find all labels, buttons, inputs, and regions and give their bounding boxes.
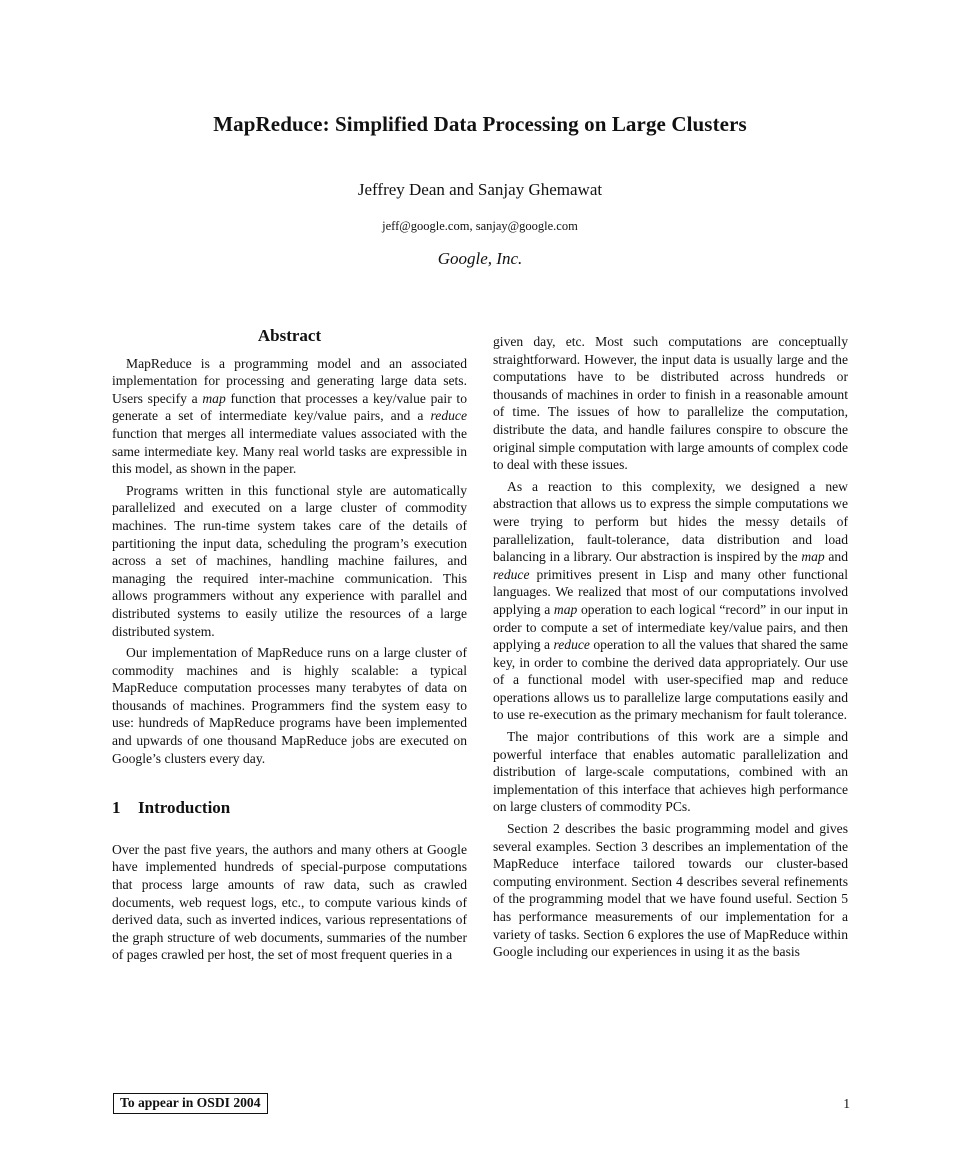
right-paragraph-3: The major contributions of this work are a simple and powerful interface that enables automatic parallelization and distribution of large-scale computations, combined with an implementation of this interface that achieves high performance on large clusters of commodity PCs. (493, 729, 848, 815)
section-heading-introduction (112, 799, 467, 817)
abstract-heading: Abstract (257, 326, 322, 345)
emphasis-map: map (202, 390, 226, 406)
emphasis-map: map (801, 549, 825, 565)
emphasis-reduce: reduce (430, 408, 467, 424)
author-names: Jeffrey Dean and Sanjay Ghemawat (357, 180, 603, 199)
right-paragraph-2: As a reaction to this complexity, we designed a new abstraction that allows us to express the simple computations we were trying to perform but hides the messy details of parallelization, fault-tolerance, data distribution and load balancing in a library. Our abstraction is inspired by the map and reduce primitives present in Lisp and many other functional languages. We realized that most of our computations involved applying a map operation to each logical “record” in our input in order to compute a set of intermediate key/value pairs, and then applying a reduce operation to all the values that shared the same key, in order to combine the derived data appropriately. Our use of a functional model with user-specified map and reduce operations allows us to parallelize large computations easily and to use re-execution as the primary mechanism for fault tolerance. (493, 478, 848, 723)
venue-box: To appear in OSDI 2004 (113, 1093, 268, 1114)
emphasis-reduce: reduce (553, 637, 590, 653)
intro-paragraph-1: Over the past five years, the authors and many others at Google have implemented hundreds of special-purpose computations that process large amounts of raw data, such as crawled documents, web request logs, etc., to compute various kinds of derived data, such as inverted indices, various representations of the graph structure of web documents, summaries of the number of pages crawled per host, the set of most frequent queries in a (112, 841, 467, 963)
right-column (493, 333, 848, 961)
section-number: 1 (112, 798, 121, 818)
emphasis-reduce: reduce (493, 566, 530, 582)
abstract-paragraph-1: MapReduce is a programming model and an associated implementation for processing and generating large data sets. Users specify a map function that processes a key/value pair to generate a set of intermediate key/value pairs, and a reduce function that merges all intermediate values associated with the same intermediate key. Many real world tasks are expressible in this model, as shown in the paper. (112, 355, 467, 477)
abstract-paragraph-2: Programs written in this functional style are automatically parallelized and executed on a large cluster of commodity machines. The run-time system takes care of the details of partitioning the input data, scheduling the program’s execution across a set of machines, handling machine failures, and managing the required inter-machine communication. This allows programmers without any experience with parallel and distributed systems to easily utilize the resources of a large distributed system. (112, 482, 467, 639)
author-emails: jeff@google.com, sanjay@google.com (382, 219, 578, 233)
left-column (112, 327, 467, 964)
right-paragraph-4: Section 2 describes the basic programming model and gives several examples. Section 3 describes an implementation of the MapReduce interface tailored towards our cluster-based computing environment. Section 4 describes several refinements of the programming model that we have found useful. Section 5 has performance measurements of our implementation for a variety of tasks. Section 6 explores the use of MapReduce within Google including our experiences in using it as the basis (493, 821, 848, 960)
abstract-paragraph-3: Our implementation of MapReduce runs on a large cluster of commodity machines and is highly scalable: a typical MapReduce computation processes many terabytes of data on thousands of machines. Programmers find the system easy to use: hundreds of MapReduce programs have been implemented and upwards of one thousand MapReduce jobs are executed on Google’s clusters every day. (112, 645, 467, 766)
affiliation: Google, Inc. (437, 249, 523, 268)
emphasis-map: map (553, 601, 578, 617)
page-number: 1 (843, 1096, 850, 1111)
section-title: Introduction (138, 798, 231, 818)
right-paragraph-1: given day, etc. Most such computations are conceptually straightforward. However, the input data is usually large and the computations have to be distributed across hundreds or thousands of machines in order to finish in a reasonable amount of time. The issues of how to parallelize the computation, distribute the data, and handle failures conspire to obscure the original simple computation with large amounts of complex code to deal with these issues. (493, 334, 848, 473)
paper-title: MapReduce: Simplified Data Processing on Large Clusters (213, 112, 747, 136)
